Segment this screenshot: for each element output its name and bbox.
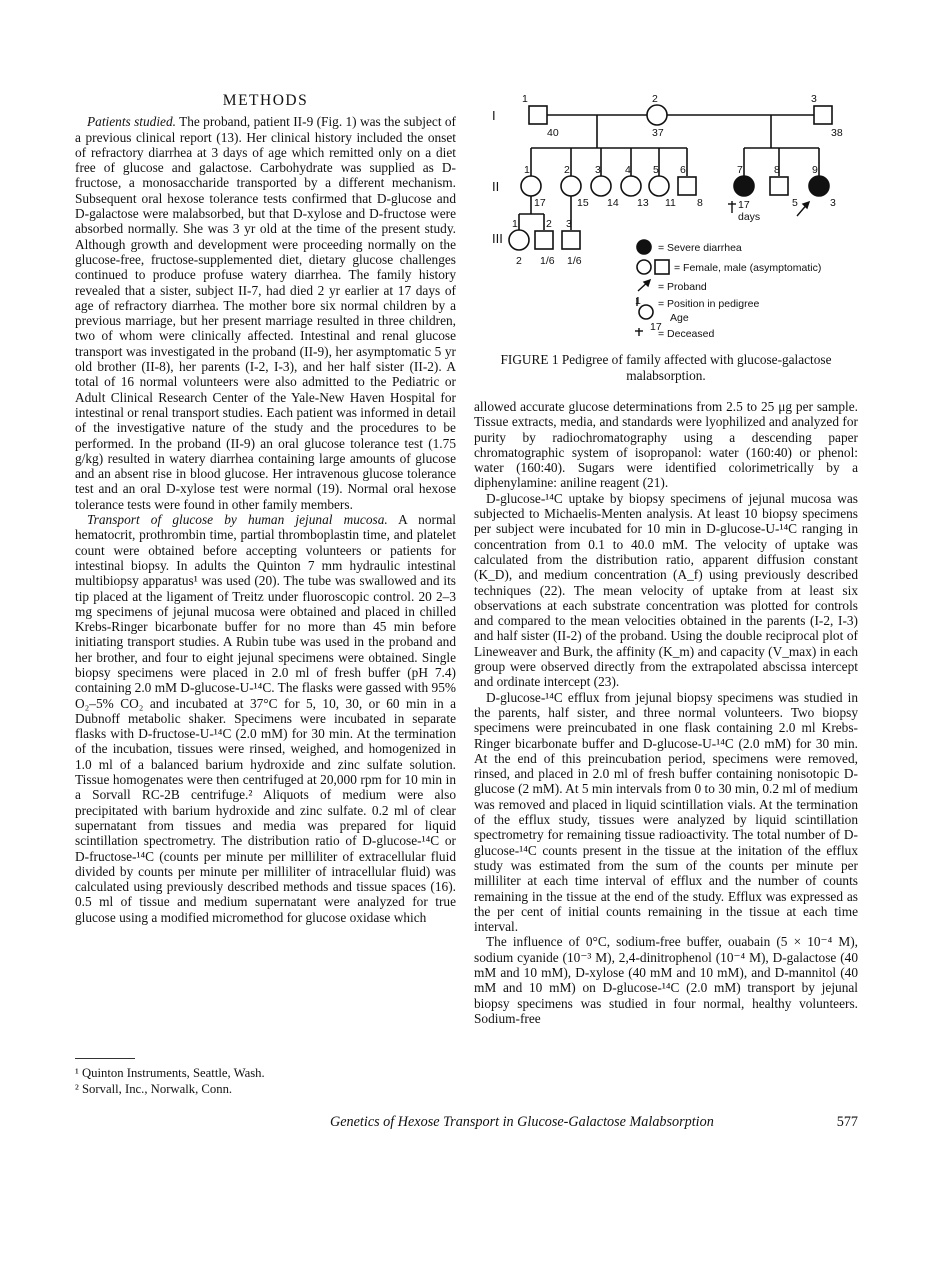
individual-age: days (738, 211, 761, 223)
paragraph-text: A normal hematocrit, prothrombin time, partial thromboplastin time, and platelet count were obtained before accepting volunteers or patients for intestinal biopsy. In adults the Quinton 7 mm hydraulic intestinal multibiopsy apparatus¹ was used (20). The tube was swallowed and its tip placed at the ligament of Treitz under fluoroscopic control. 20 2–3 mg specimens of jejunal mucosa were obtained and placed in chilled Krebs-Ringer bicarbonate buffer for no more than 45 min before initiating transport studies. A Rubin tube was used in the proband and her brother, and four to eight jejunal specimens were obtained. Single biopsy specimens were placed in 2.0 ml of fresh buffer (pH 7.4) containing 2.0 mM D-glucose-U-¹⁴C. The flasks were gassed with 95% O₂–5% CO₂ and incubated at 37°C for 5, 10, 30, or 60 min in a Dubnoff metabolic shaker. Specimens were incubated in separate flasks with D-fructose-U-¹⁴C (2.0 mM) for 30 min. At the termination of the incubation, tissues were rinsed, weighed, and homogenized in 1.0 ml of a balanced barium hydroxide and zinc sulfate solution. Tissue homogenates were then centrifuged at 20,000 rpm for 10 min in a Sorvall RC-2B centrifuge.² Aliquots of medium were also precipitated with barium hydroxide and zinc sulfate. 0.2 ml of clear supernatant from tissues and media was prepared for liquid scintillation spectrometry. The distribution ratio of D-glucose-¹⁴C or D-fructose-¹⁴C (counts per minute per milliliter of extracellular fluid divided by counts per minute per milliliter of intracellular fluid) was calculated using previously described methods and tissue spaces (16). 0.5 ml of tissue and medium supernatant were analyzed for true glucose using a modified micromethod for glucose oxidase which (75, 512, 456, 925)
individual-number: 1 (524, 164, 530, 176)
individual-age: 2 (516, 255, 522, 267)
individual-age: 40 (547, 127, 559, 139)
individual-II-5 (649, 176, 669, 196)
paragraph-influence: The influence of 0°C, sodium-free buffer, ouabain (5 × 10⁻⁴ M), sodium cyanide (10⁻³ M), 2,4-dinitrophenol (10⁻⁴ M), D-galactose (40 mM and 10 mM), D-xylose (40 mM and 10 mM), and D-mannitol (40 mM and 10 mM) on D-glucose-¹⁴C (2.0 mM) transport by jejunal biopsy specimens was studied in four normal, healthy volunteers. Sodium-free (474, 934, 858, 1026)
individual-II-6 (678, 177, 696, 195)
individual-number: 2 (564, 164, 570, 176)
individual-age: 1/6 (567, 255, 582, 267)
individual-age: 11 (665, 197, 676, 209)
individual-number: 3 (595, 164, 601, 176)
individual-III-1 (509, 230, 529, 250)
individual-number: 8 (774, 164, 780, 176)
paragraph-transport (75, 512, 456, 925)
legend-position: = Position in pedigree (658, 298, 760, 310)
individual-age: 1/6 (540, 255, 555, 267)
paragraph-lead: Patients studied. (87, 114, 176, 130)
individual-II-8 (770, 177, 788, 195)
individual-I-1 (529, 106, 547, 124)
generation-label: I (492, 108, 496, 123)
individual-II-2 (561, 176, 581, 196)
footnote-1: ¹ Quinton Instruments, Seattle, Wash. (75, 1066, 265, 1080)
generation-label: III (492, 231, 503, 246)
individual-number: 7 (737, 164, 743, 176)
individual-age: 38 (831, 127, 843, 139)
running-title: Genetics of Hexose Transport in Glucose-Galactose Malabsorption (330, 1114, 714, 1130)
caption-text: Pedigree of family affected with glucose-galactose malabsorption. (561, 352, 832, 383)
individual-number: 1 (522, 93, 528, 105)
footnote-rule (75, 1058, 135, 1059)
paragraph-lead: Transport of glucose by human jejunal mucosa. (87, 512, 388, 528)
legend-key-age: 17 (650, 321, 662, 333)
individual-age: 14 (607, 197, 619, 209)
paragraph-patients (75, 114, 456, 512)
legend-age: Age (670, 312, 689, 324)
individual-II-9 (809, 176, 829, 196)
pedigree-diagram (474, 90, 858, 350)
footnotes (75, 1066, 456, 1097)
individual-III-2 (535, 231, 553, 249)
individual-number: 2 (546, 218, 552, 230)
legend-severe: = Severe diarrhea (658, 242, 742, 254)
right-column (474, 399, 858, 1026)
paragraph-efflux: D-glucose-¹⁴C efflux from jejunal biopsy specimens was studied in the parents, half sister, and three normal volunteers. Two biopsy specimens were preincubated in one flask containing 2.0 ml Krebs-Ringer bicarbonate buffer and D-glucose-U-¹⁴C (2.0 mM) for 30 min. At the end of this preincubation period, specimens were removed, rinsed, and placed in 2.0 ml of fresh buffer containing nonisotopic D-glucose (2 mM). At 5 min intervals from 0 to 30 min, 0.2 ml of medium was removed and placed in liquid scintillation vials. At the termination of the efflux study, tissues were analyzed by liquid scintillation spectrometry for remaining tissue radioactivity. The total number of D-glucose-¹⁴C counts present in the tissue at the initation of the efflux study was estimated from the sum of the counts per minute per milliliter at each time interval of efflux and the number of counts remaining in the tissue at the end of the study. Efflux was expressed as the per cent of initial counts remaining in the tissue at each time interval. (474, 689, 858, 935)
individual-II-4 (621, 176, 641, 196)
paragraph-continued: allowed accurate glucose determinations from 2.5 to 25 μg per sample. Tissue extracts, media, and standards were lyophilized and analyzed for purity by radiochromatography using a descending paper chromatographic system of isopropanol: water (160:40) or phenol: water (160:40). Sugars were identified colorimetrically by a diphenylamine: aniline reagent (21). (474, 399, 858, 491)
legend-affected-symbol (637, 240, 651, 254)
legend-asymptomatic: = Female, male (asymptomatic) (674, 262, 822, 274)
individual-age: 13 (637, 197, 649, 209)
individual-age: 37 (652, 127, 664, 139)
individual-age: 17 (738, 199, 750, 211)
running-footer (330, 1114, 858, 1131)
individual-number: 9 (812, 164, 818, 176)
paragraph-uptake: D-glucose-¹⁴C uptake by biopsy specimens of jejunal mucosa was subjected to Michaelis-Menten analysis. At least 10 biopsy specimens per subject were incubated for 10 min in D-glucose-U-¹⁴C ranging in concentration from 0.1 to 40.0 mM. The velocity of uptake was calculated from the distribution ratio, apparent diffusion constant (K_D), and medium concentration (A_f) using previously described techniques (22). The mean velocity of uptake from at least six observations at each substrate concentration was plotted for controls and compared to the mean velocities obtained in the parents (I-2, I-3) and half sister (II-2) of the proband. Using the double reciprocal plot of Lineweaver and Burk, the affinity (K_m) and capacity (V_max) in each group were observed directly from the extrapolated abscissa intercept and ordinate intercept (23). (474, 490, 858, 690)
legend-key-number: 1 (635, 295, 641, 307)
individual-I-3 (814, 106, 832, 124)
legend-female-symbol (637, 260, 651, 274)
individual-age: 17 (534, 197, 546, 209)
individual-I-2 (647, 105, 667, 125)
individual-number: 6 (680, 164, 686, 176)
section-heading: METHODS (222, 92, 309, 109)
individual-age: 15 (577, 197, 589, 209)
legend-proband: = Proband (658, 281, 707, 293)
legend-deceased: = Deceased (658, 328, 715, 340)
legend-key-symbol (639, 305, 653, 319)
page-number: 577 (836, 1114, 858, 1130)
footnote-2: ² Sorvall, Inc., Norwalk, Conn. (75, 1081, 233, 1096)
individual-number: 2 (652, 93, 658, 105)
individual-number: 1 (512, 218, 518, 230)
individual-II-3 (591, 176, 611, 196)
figure-caption (474, 352, 858, 384)
individual-number: 3 (566, 218, 572, 230)
individual-III-3 (562, 231, 580, 249)
individual-II-7 (734, 176, 754, 196)
individual-number: 3 (811, 93, 817, 105)
individual-age: 5 (792, 197, 798, 209)
individual-age: 8 (697, 197, 703, 209)
individual-number: 4 (625, 164, 631, 176)
left-column (75, 93, 456, 925)
caption-label: FIGURE 1 (500, 352, 559, 367)
generation-label: II (492, 179, 500, 194)
figure-pedigree (474, 90, 858, 390)
individual-II-1 (521, 176, 541, 196)
paragraph-text: The proband, patient II-9 (Fig. 1) was the subject of a previous clinical report (13). Her clinical history included the onset of refractory diarrhea at 3 days of age which remitted only on a diet free of glucose and galactose. Carbohydrate was supplied as D-fructose, a monosaccharide transported by a different mechanism. Subsequent oral hexose tolerance tests confirmed that D-glucose and D-galactose were malabsorbed, but that D-xylose and D-fructose were absorbed normally. She was 3 yr old at the time of the present study. Although growth and development were proceeding normally on the glucose-free, fructose-supplemented diet, dietary glucose challenges continued to produce profuse watery diarrhea. The family history revealed that a sister, subject II-7, had died 2 yr earlier at 17 days of age of refractory diarrhea. The mother bore six normal children by a previous marriage, but her present marriage resulted in three children, two of whom were clinically affected. Intestinal and renal glucose transport was investigated in the proband (II-9), her asymptomatic 5 yr old brother (II-8), her parents (I-2, I-3), and her half sister (II-2). A total of 16 normal volunteers were also admitted to the Pediatric or Adult Clinical Research Center of the Yale-New Haven Hospital for intestinal or renal transport studies. Each patient was informed in detail of the investigative nature of the study and the procedures to be performed. In the proband (II-9) an oral glucose tolerance test (1.75 g/kg) resulted in watery diarrhea containing large amounts of glucose and an absent rise in blood glucose. Her intravenous glucose tolerance test and an oral D-xylose test were normal (19). Normal oral hexose tolerance tests were found in other family members. (75, 114, 456, 512)
legend-male-symbol (655, 260, 669, 274)
individual-number: 5 (653, 164, 659, 176)
individual-age: 3 (830, 197, 836, 209)
